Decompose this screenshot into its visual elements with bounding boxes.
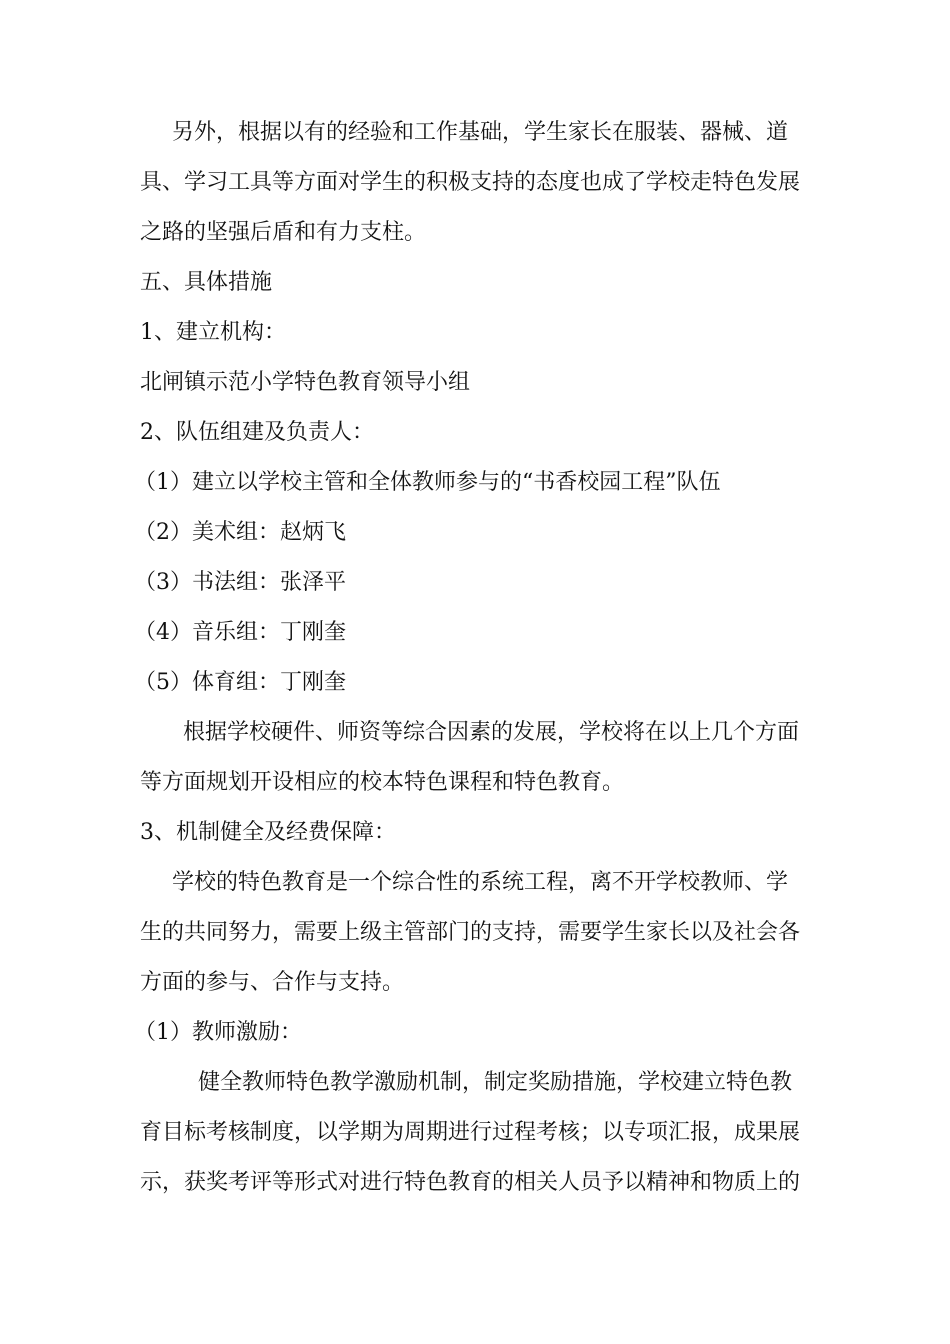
- list-item: （3）书法组：张泽平: [134, 570, 346, 595]
- list-item: （1）建立以学校主管和全体教师参与的“书香校园工程”队伍: [134, 470, 721, 495]
- list-item: （4）音乐组：丁刚奎: [134, 620, 346, 645]
- paragraph-line: 另外，根据以有的经验和工作基础，学生家长在服装、器械、道: [172, 120, 789, 145]
- subsection-heading: 1、建立机构：: [140, 320, 286, 345]
- list-item: （2）美术组：赵炳飞: [134, 520, 346, 545]
- subsection-heading: 2、队伍组建及负责人：: [140, 420, 374, 445]
- paragraph-line: 健全教师特色教学激励机制，制定奖励措施，学校建立特色教: [198, 1070, 793, 1095]
- paragraph-line: 之路的坚强后盾和有力支柱。: [140, 220, 427, 245]
- subsection-heading: 3、机制健全及经费保障：: [140, 820, 396, 845]
- paragraph-line: 育目标考核制度，以学期为周期进行过程考核；以专项汇报，成果展: [140, 1120, 801, 1145]
- paragraph-line: 根据学校硬件、师资等综合因素的发展，学校将在以上几个方面: [183, 720, 800, 745]
- list-item: （5）体育组：丁刚奎: [134, 670, 346, 695]
- list-item: （1）教师激励：: [134, 1020, 302, 1045]
- section-heading: 五、具体措施: [140, 270, 273, 295]
- paragraph-line: 具、学习工具等方面对学生的积极支持的态度也成了学校走特色发展: [140, 170, 801, 195]
- paragraph-line: 生的共同努力，需要上级主管部门的支持，需要学生家长以及社会各: [140, 920, 801, 945]
- paragraph-line: 方面的参与、合作与支持。: [140, 970, 405, 995]
- paragraph-line: 学校的特色教育是一个综合性的系统工程，离不开学校教师、学: [172, 870, 789, 895]
- paragraph-line: 等方面规划开设相应的校本特色课程和特色教育。: [140, 770, 625, 795]
- paragraph-line: 北闸镇示范小学特色教育领导小组: [140, 370, 471, 395]
- paragraph-line: 示，获奖考评等形式对进行特色教育的相关人员予以精神和物质上的: [140, 1170, 801, 1195]
